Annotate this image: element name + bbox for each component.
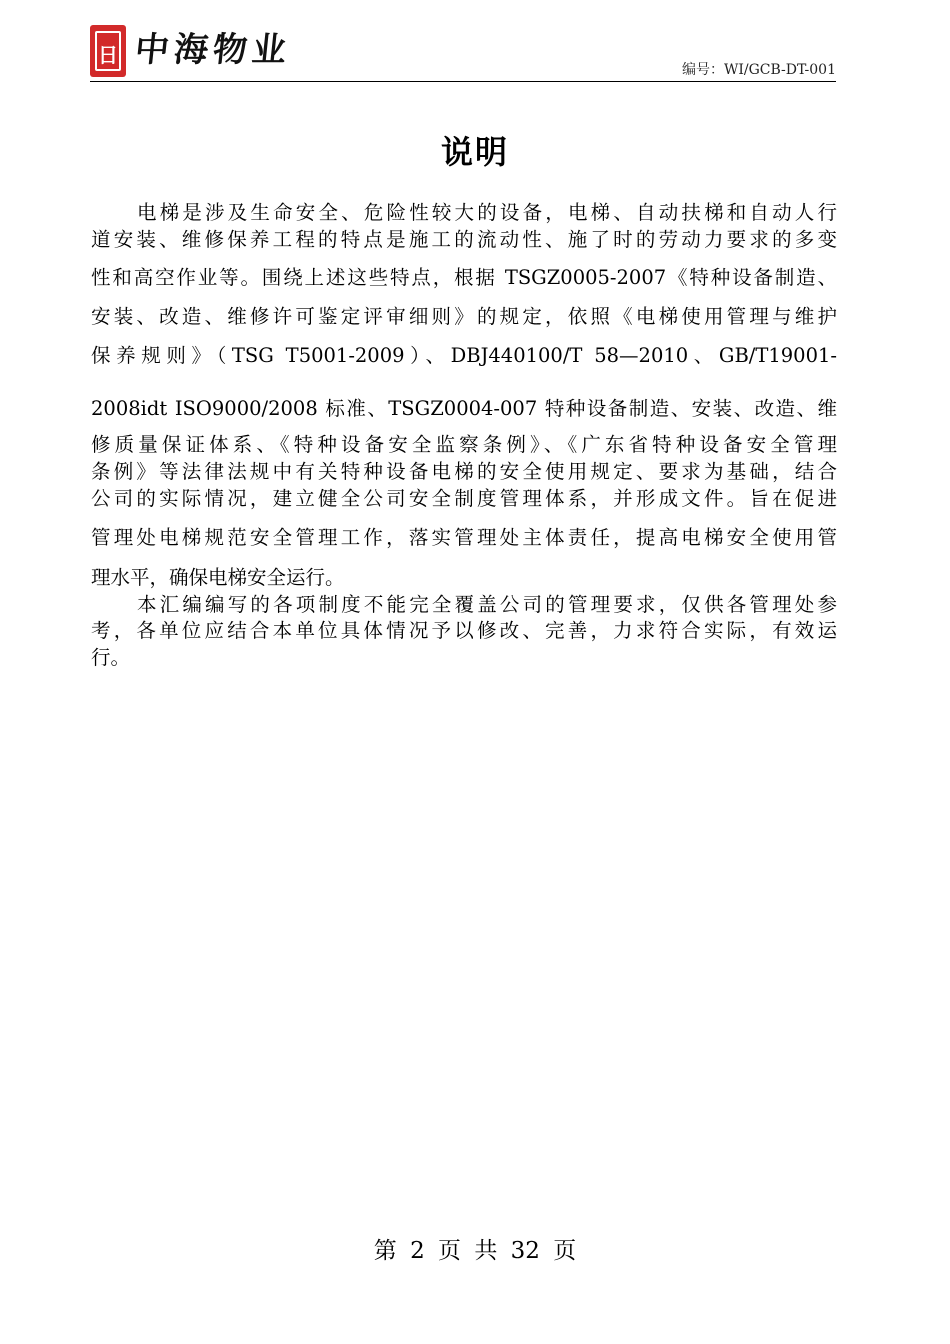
body-line: 道安装、维修保养工程的特点是施工的流动性、施了时的劳动力要求的多变	[91, 228, 837, 251]
company-logo-icon: 日	[90, 25, 126, 77]
body-line: 保养规则》（TSG T5001-2009）、DBJ440100/T 58—2010、GB/T19001-	[91, 344, 837, 367]
body-line: 条例》等法律法规中有关特种设备电梯的安全使用规定、要求为基础，结合	[91, 460, 837, 483]
body-line: 行。	[91, 646, 131, 669]
page-header	[90, 24, 836, 81]
document-number: 编号：WI/GCB-DT-001	[681, 62, 836, 78]
body-line: 电梯是涉及生命安全、危险性较大的设备，电梯、自动扶梯和自动人行	[137, 201, 837, 224]
company-logo-text: 中海物业	[132, 30, 294, 70]
body-line: 性和高空作业等。围绕上述这些特点，根据 TSGZ0005-2007《特种设备制造、	[91, 266, 837, 289]
body-line: 修质量保证体系、《特种设备安全监察条例》、《广东省特种设备安全管理	[91, 433, 837, 456]
body-line: 2008idt ISO9000/2008 标准、TSGZ0004-007 特种设备制造、安装、改造、维	[91, 397, 837, 420]
body-line: 公司的实际情况，建立健全公司安全制度管理体系，并形成文件。旨在促进	[91, 487, 837, 510]
body-line: 管理处电梯规范安全管理工作，落实管理处主体责任，提高电梯安全使用管	[91, 526, 837, 549]
body-line: 理水平，确保电梯安全运行。	[91, 566, 345, 589]
body-line: 本汇编编写的各项制度不能完全覆盖公司的管理要求，仅供各管理处参	[137, 593, 837, 616]
body-line: 考，各单位应结合本单位具体情况予以修改、完善，力求符合实际，有效运	[91, 619, 837, 642]
page-title: 说明	[440, 133, 509, 171]
body-line: 安装、改造、维修许可鉴定评审细则》的规定，依照《电梯使用管理与维护	[91, 305, 837, 328]
page-number: 第 2 页 共 32 页	[373, 1238, 577, 1264]
header-divider	[90, 81, 836, 82]
